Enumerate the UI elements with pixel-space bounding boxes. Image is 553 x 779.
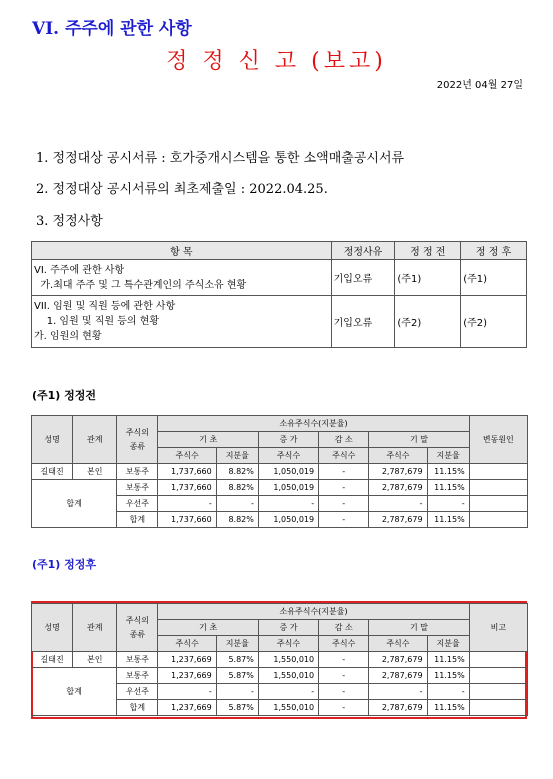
end-ratio-cell: 11.15% [427, 652, 469, 668]
basic-ratio-cell: 8.82% [216, 464, 258, 480]
increase-cell: 1,550,010 [258, 668, 318, 684]
reason-cell: 기입오류 [331, 260, 395, 296]
total-label: 합계 [32, 668, 117, 716]
item-line: 1. 임원 및 직원 등의 현황 [34, 316, 160, 327]
note-cell [469, 480, 527, 496]
end-shares-cell: 2,787,679 [369, 464, 427, 480]
basic-ratio-cell: 5.87% [216, 700, 258, 716]
header-after: 정 정 후 [461, 242, 527, 260]
end-ratio-cell: 11.15% [427, 700, 469, 716]
header-ratio: 지분율 [427, 636, 469, 652]
note-cell [469, 464, 527, 480]
basic-shares-cell: 1,237,669 [158, 652, 216, 668]
basic-ratio-cell: 5.87% [216, 668, 258, 684]
header-name: 성명 [32, 604, 73, 652]
end-ratio-cell: - [427, 684, 469, 700]
item-line: 가. 임원의 현황 [34, 331, 102, 342]
stock-type-cell: 보통주 [117, 464, 158, 480]
end-ratio-cell: - [427, 496, 469, 512]
decrease-cell: - [319, 512, 369, 528]
note-cell [469, 512, 527, 528]
header-shares: 주식수 [258, 448, 318, 464]
header-relation: 관계 [73, 416, 117, 464]
increase-cell: 1,050,019 [258, 512, 318, 528]
before-cell: (주2) [395, 296, 461, 348]
name-cell: 길태진 [32, 652, 73, 668]
stock-type-cell: 보통주 [117, 668, 158, 684]
basic-ratio-cell: 8.82% [216, 480, 258, 496]
header-ratio: 지분율 [216, 448, 258, 464]
basic-ratio-cell: 8.82% [216, 512, 258, 528]
increase-cell: 1,550,010 [258, 652, 318, 668]
header-increase: 증 가 [258, 620, 318, 636]
stock-type-cell: 보통주 [117, 652, 158, 668]
end-shares-cell: 2,787,679 [369, 700, 427, 716]
decrease-cell: - [319, 496, 369, 512]
correction-target-document: 1. 정정대상 공시서류 : 호가중개시스템을 통한 소액매출공시서류 [36, 151, 405, 166]
header-basic: 기 초 [158, 432, 258, 448]
relation-cell: 본인 [73, 652, 117, 668]
reason-cell: 기입오류 [331, 296, 395, 348]
document-date: 2022년 04월 27일 [436, 80, 523, 91]
header-item: 항 목 [32, 242, 332, 260]
item-line: 가.최대 주주 및 그 특수관계인의 주식소유 현황 [34, 279, 247, 291]
table-row [32, 464, 528, 480]
basic-shares-cell: 1,237,669 [158, 700, 216, 716]
basic-ratio-cell: 5.87% [216, 652, 258, 668]
original-submission-date: 2. 정정대상 공시서류의 최초제출일 : 2022.04.25. [36, 182, 328, 197]
header-stock-type: 주식의 종류 [117, 604, 158, 652]
header-reason: 정정사유 [331, 242, 395, 260]
header-remark: 비고 [469, 604, 527, 652]
table-row [32, 296, 527, 348]
stock-type-cell: 합계 [117, 512, 158, 528]
header-stock-type: 주식의 종류 [117, 416, 158, 464]
basic-shares-cell: 1,737,660 [158, 464, 216, 480]
header-shares: 주식수 [258, 636, 318, 652]
end-shares-cell: - [369, 496, 427, 512]
header-relation: 관계 [73, 604, 117, 652]
header-decrease: 감 소 [319, 432, 369, 448]
stock-type-cell: 보통주 [117, 480, 158, 496]
basic-shares-cell: - [158, 496, 216, 512]
increase-cell: 1,050,019 [258, 480, 318, 496]
header-name: 성명 [32, 416, 73, 464]
item-cell [32, 260, 332, 296]
basic-shares-cell: 1,737,660 [158, 480, 216, 496]
document-title: 정 정 신 고 (보고) [166, 49, 387, 74]
header-remark: 변동원인 [469, 416, 527, 464]
basic-shares-cell: 1,237,669 [158, 668, 216, 684]
ownership-table-before [31, 415, 528, 528]
header-decrease: 감 소 [319, 620, 369, 636]
increase-cell: 1,550,010 [258, 700, 318, 716]
correction-table [31, 241, 527, 348]
increase-cell: 1,050,019 [258, 464, 318, 480]
increase-cell: - [258, 496, 318, 512]
decrease-cell: - [319, 464, 369, 480]
name-cell: 길태진 [32, 464, 73, 480]
correction-items-heading: 3. 정정사항 [36, 214, 103, 229]
table-row [32, 668, 528, 684]
header-increase: 증 가 [258, 432, 318, 448]
header-owned-shares: 소유주식수(지분율) [158, 416, 469, 432]
increase-cell: - [258, 684, 318, 700]
relation-cell: 본인 [73, 464, 117, 480]
header-shares: 주식수 [158, 636, 216, 652]
header-end: 기 말 [369, 432, 469, 448]
decrease-cell: - [319, 480, 369, 496]
basic-shares-cell: - [158, 684, 216, 700]
end-ratio-cell: 11.15% [427, 668, 469, 684]
header-shares: 주식수 [369, 448, 427, 464]
header-ratio: 지분율 [427, 448, 469, 464]
header-shares: 주식수 [319, 448, 369, 464]
ownership-table-after [31, 603, 528, 716]
basic-ratio-cell: - [216, 684, 258, 700]
item-cell [32, 296, 332, 348]
end-shares-cell: 2,787,679 [369, 668, 427, 684]
basic-ratio-cell: - [216, 496, 258, 512]
stock-type-cell: 합계 [117, 700, 158, 716]
table-row [32, 480, 528, 496]
note-cell [469, 668, 527, 684]
decrease-cell: - [319, 700, 369, 716]
before-correction-title: (주1) 정정전 [32, 389, 97, 402]
note-cell [469, 700, 527, 716]
end-shares-cell: - [369, 684, 427, 700]
after-cell: (주2) [461, 296, 527, 348]
note-cell [469, 652, 527, 668]
table-row [32, 652, 528, 668]
header-shares: 주식수 [158, 448, 216, 464]
end-ratio-cell: 11.15% [427, 512, 469, 528]
end-ratio-cell: 11.15% [427, 464, 469, 480]
after-correction-title: (주1) 정정후 [32, 558, 97, 571]
end-ratio-cell: 11.15% [427, 480, 469, 496]
header-shares: 주식수 [369, 636, 427, 652]
stock-type-cell: 우선주 [117, 496, 158, 512]
end-shares-cell: 2,787,679 [369, 512, 427, 528]
end-shares-cell: 2,787,679 [369, 480, 427, 496]
header-shares: 주식수 [319, 636, 369, 652]
header-basic: 기 초 [158, 620, 258, 636]
header-before: 정 정 전 [395, 242, 461, 260]
note-cell [469, 496, 527, 512]
note-cell [469, 684, 527, 700]
item-line: VI. 주주에 관한 사항 [34, 264, 125, 276]
stock-type-cell: 우선주 [117, 684, 158, 700]
header-end: 기 말 [369, 620, 469, 636]
header-owned-shares: 소유주식수(지분율) [158, 604, 469, 620]
before-cell: (주1) [395, 260, 461, 296]
decrease-cell: - [319, 684, 369, 700]
basic-shares-cell: 1,737,660 [158, 512, 216, 528]
item-line: VII. 임원 및 직원 등에 관한 사항 [34, 301, 176, 312]
after-cell: (주1) [461, 260, 527, 296]
decrease-cell: - [319, 668, 369, 684]
table-row [32, 260, 527, 296]
end-shares-cell: 2,787,679 [369, 652, 427, 668]
total-label: 합계 [32, 480, 117, 528]
header-ratio: 지분율 [216, 636, 258, 652]
section-title: VI. 주주에 관한 사항 [32, 19, 192, 39]
decrease-cell: - [319, 652, 369, 668]
